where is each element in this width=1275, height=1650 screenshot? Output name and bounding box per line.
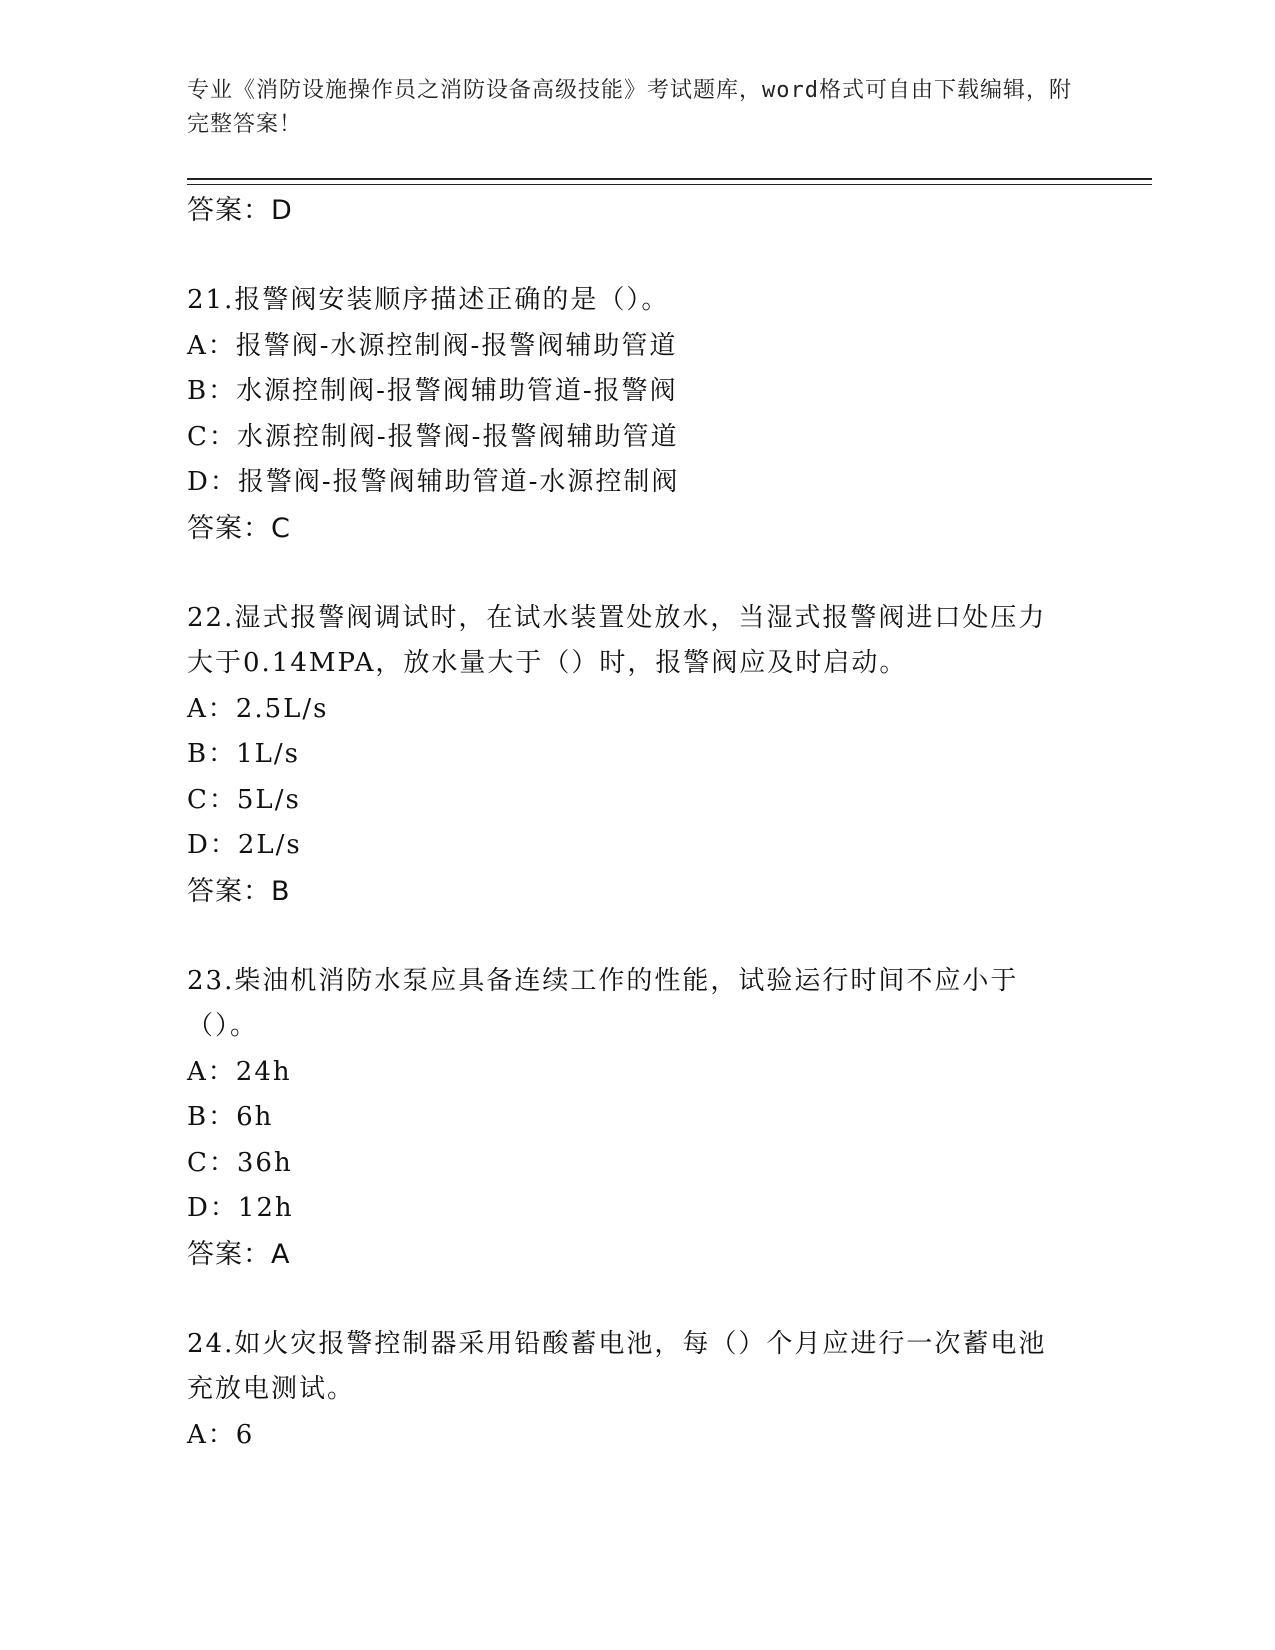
option-c: C：36h [187, 1147, 293, 1178]
option-a: A：6 [187, 1419, 255, 1450]
option-a: A：2.5L/s [187, 693, 329, 724]
option-c: C：5L/s [187, 784, 301, 815]
answer-line: 答案：D [187, 195, 293, 226]
answer-line: 答案：A [187, 1238, 291, 1270]
question-item [187, 596, 1087, 915]
question-item [187, 1322, 1087, 1459]
question-list [187, 188, 1087, 1458]
option-b: B：1L/s [187, 739, 301, 769]
question-text: 23.柴油机消防水泵应具备连续工作的性能，试验运行时间不应小于（）。 [187, 965, 1019, 1041]
question-item [187, 959, 1087, 1278]
option-b: B：6h [187, 1102, 274, 1132]
option-d: D：报警阀-报警阀辅助管道-水源控制阀 [187, 467, 680, 497]
question-text: 21.报警阀安装顺序描述正确的是（）。 [187, 285, 670, 315]
option-a: A：报警阀-水源控制阀-报警阀辅助管道 [187, 330, 678, 361]
answer-line: 答案：B [187, 875, 291, 907]
document-header: 专业《消防设施操作员之消防设备高级技能》考试题库，word格式可自由下载编辑，附完整答案！ [187, 78, 1072, 137]
option-c: C：水源控制阀-报警阀-报警阀辅助管道 [187, 421, 679, 452]
header-divider-thin [187, 184, 1152, 185]
header-divider-thick [187, 178, 1152, 180]
option-a: A：24h [187, 1056, 292, 1087]
question-text: 24.如火灾报警控制器采用铅酸蓄电池，每（）个月应进行一次蓄电池充放电测试。 [187, 1328, 1047, 1404]
option-d: D：12h [187, 1193, 294, 1223]
question-item [187, 278, 1087, 552]
option-d: D：2L/s [187, 830, 302, 860]
option-b: B：水源控制阀-报警阀辅助管道-报警阀 [187, 376, 678, 406]
question-text: 22.湿式报警阀调试时，在试水装置处放水，当湿式报警阀进口处压力大于0.14MPA，放水量大于（）时，报警阀应及时启动。 [187, 602, 1047, 678]
answer-line: 答案：C [187, 512, 291, 544]
